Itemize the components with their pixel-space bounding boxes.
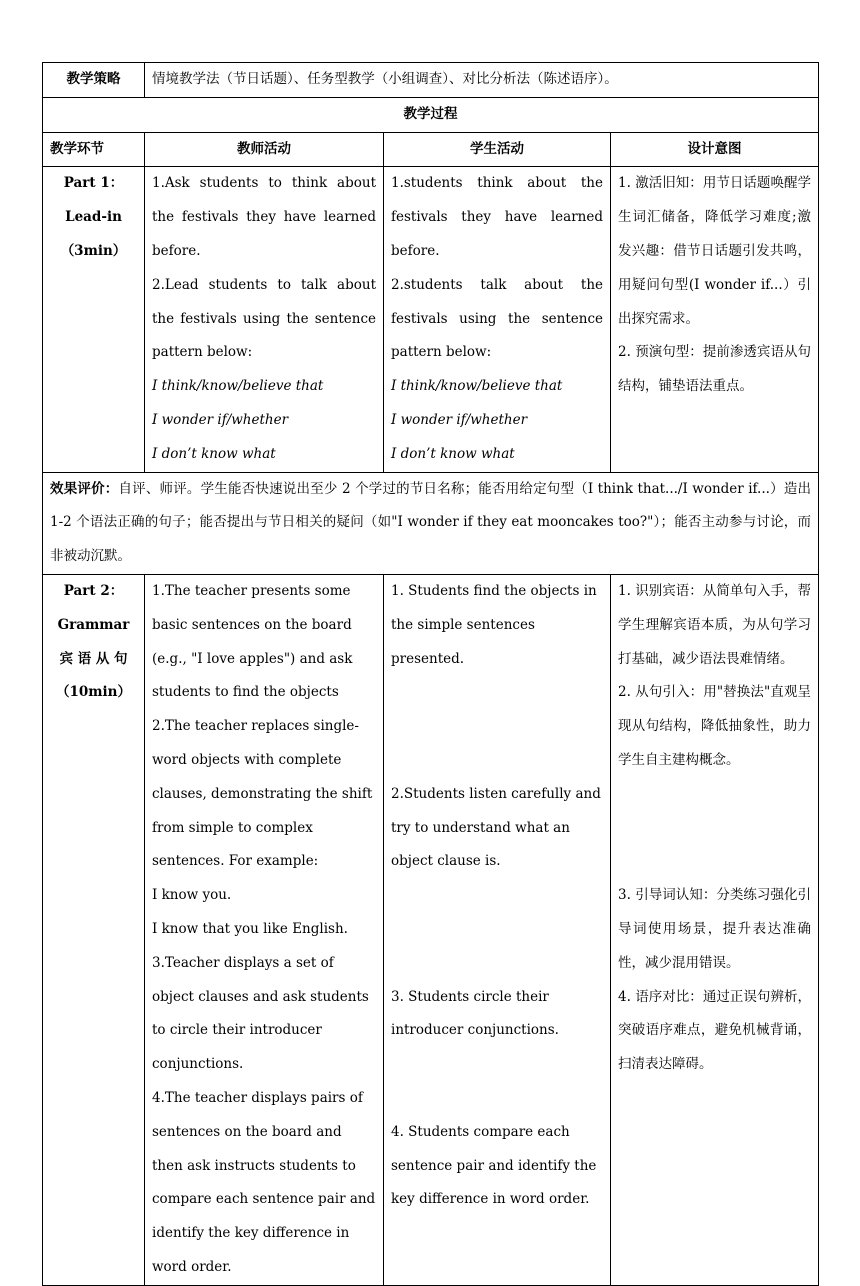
part1-stage-title: Part 1： bbox=[63, 175, 124, 192]
spacer bbox=[391, 947, 603, 981]
header-intent: 设计意图 bbox=[611, 132, 819, 167]
part2-stage-name: Grammar bbox=[57, 616, 130, 633]
part2-intent bbox=[611, 574, 819, 1285]
part2-intent-item: 1. 识别宾语：从简单句入手，帮学生理解宾语本质，为从句学习打基础，减少语法畏难情绪。 bbox=[618, 582, 811, 667]
spacer bbox=[618, 778, 811, 812]
part2-student-step: 3. Students circle their introducer conjunctions. bbox=[391, 988, 559, 1039]
part1-intent-item: 2. 预演句型：提前渗透宾语从句结构，铺垫语法重点。 bbox=[618, 344, 811, 395]
evaluation-cell bbox=[43, 472, 819, 574]
part1-teacher-pattern: I wonder if/whether bbox=[152, 411, 289, 428]
spacer bbox=[618, 812, 811, 846]
part2-intent-item: 4. 语序对比：通过正误句辨析，突破语序难点，避免机械背诵，扫清表达障碍。 bbox=[618, 988, 811, 1073]
process-title: 教学过程 bbox=[43, 97, 819, 132]
spacer bbox=[391, 676, 603, 710]
process-title-row bbox=[43, 97, 819, 132]
part2-teacher bbox=[145, 574, 384, 1285]
part2-intent-item: 3. 引导词认知：分类练习强化引导词使用场景，提升表达准确性，减少混用错误。 bbox=[618, 887, 811, 971]
evaluation-row bbox=[43, 472, 819, 574]
part1-stage bbox=[43, 167, 145, 472]
spacer bbox=[391, 710, 603, 744]
spacer bbox=[391, 913, 603, 947]
part1-teacher-step: 2.Lead students to talk about the festivals using the sentence pattern below: bbox=[152, 276, 376, 361]
part1-intent bbox=[611, 167, 819, 472]
header-student: 学生活动 bbox=[384, 132, 611, 167]
part1-stage-time: （3min） bbox=[60, 242, 127, 259]
part2-teacher-example: I know that you like English. bbox=[152, 920, 348, 937]
spacer bbox=[391, 1048, 603, 1082]
lesson-plan-page bbox=[42, 62, 818, 1286]
spacer bbox=[391, 879, 603, 913]
part1-teacher-pattern: I don’t know what bbox=[152, 445, 276, 462]
part2-student bbox=[384, 574, 611, 1285]
strategy-label: 教学策略 bbox=[43, 63, 145, 98]
part1-row bbox=[43, 167, 819, 472]
part1-teacher bbox=[145, 167, 384, 472]
part1-student bbox=[384, 167, 611, 472]
part1-student-pattern: I think/know/believe that bbox=[391, 378, 563, 395]
part2-stage-title: Part 2： bbox=[63, 582, 124, 599]
part2-intent-item: 2. 从句引入：用"替换法"直观呈现从句结构，降低抽象性，助力学生自主建构概念。 bbox=[618, 684, 811, 768]
spacer bbox=[618, 845, 811, 879]
part1-stage-name: Lead-in bbox=[65, 209, 122, 226]
spacer bbox=[391, 744, 603, 778]
part1-student-pattern: I don’t know what bbox=[391, 445, 515, 462]
header-row bbox=[43, 132, 819, 167]
part1-intent-item: 1. 激活旧知：用节日话题唤醒学生词汇储备，降低学习难度;激发兴趣：借节日话题引发共鸣，用疑问句型(I wonder if...）引出探究需求。 bbox=[618, 175, 811, 327]
part2-student-step: 4. Students compare each sentence pair and identify the key difference in word order. bbox=[391, 1123, 597, 1208]
part1-teacher-step: 1.Ask students to think about the festivals they have learned before. bbox=[152, 175, 376, 259]
part2-teacher-step: 3.Teacher displays a set of object clauses and ask students to circle their introducer conjunctions. bbox=[152, 954, 369, 1073]
lesson-plan-table bbox=[42, 62, 819, 1286]
part2-teacher-step: 1.The teacher presents some basic sentences on the board (e.g., "I love apples") and ask students to find the objects bbox=[152, 582, 353, 701]
part2-teacher-step: 2.The teacher replaces single-word objects with complete clauses, demonstrating the shift from simple to complex sentences. For example: bbox=[152, 718, 373, 870]
evaluation-label: 效果评价： bbox=[50, 480, 119, 497]
evaluation-text: 自评、师评。学生能否快速说出至少 2 个学过的节日名称；能否用给定句型（I think that.../I wonder if...）造出 1-2 个语法正确的句子；能否提出与节日相关的疑问（如"I wonder if they eat mooncakes too?"）；能否主动参与讨论，而非被动沉默。 bbox=[50, 480, 812, 565]
strategy-text: 情境教学法（节日话题）、任务型教学（小组调查）、对比分析法（陈述语序）。 bbox=[145, 63, 819, 98]
part2-student-step: 1. Students find the objects in the simple sentences presented. bbox=[391, 582, 597, 667]
part1-student-step: 1.students think about the festivals they have learned before. bbox=[391, 175, 603, 259]
strategy-row bbox=[43, 63, 819, 98]
part1-student-step: 2.students talk about the festivals using the sentence pattern below: bbox=[391, 276, 603, 361]
part1-student-pattern: I wonder if/whether bbox=[391, 411, 528, 428]
part2-stage-topic: 宾 语 从 句 bbox=[59, 650, 128, 667]
part2-student-step: 2.Students listen carefully and try to understand what an object clause is. bbox=[391, 785, 601, 870]
part2-teacher-example: I know you. bbox=[152, 887, 232, 904]
part2-stage-time: （10min） bbox=[55, 684, 131, 701]
header-teacher: 教师活动 bbox=[145, 132, 384, 167]
part1-teacher-pattern: I think/know/believe that bbox=[152, 378, 324, 395]
part2-stage bbox=[43, 574, 145, 1285]
spacer bbox=[391, 1082, 603, 1116]
part2-row bbox=[43, 574, 819, 1285]
header-stage: 教学环节 bbox=[43, 132, 145, 167]
part2-teacher-step: 4.The teacher displays pairs of sentences on the board and then ask instructs students to compare each sentence pair and identify the key difference in word order. bbox=[152, 1089, 376, 1275]
